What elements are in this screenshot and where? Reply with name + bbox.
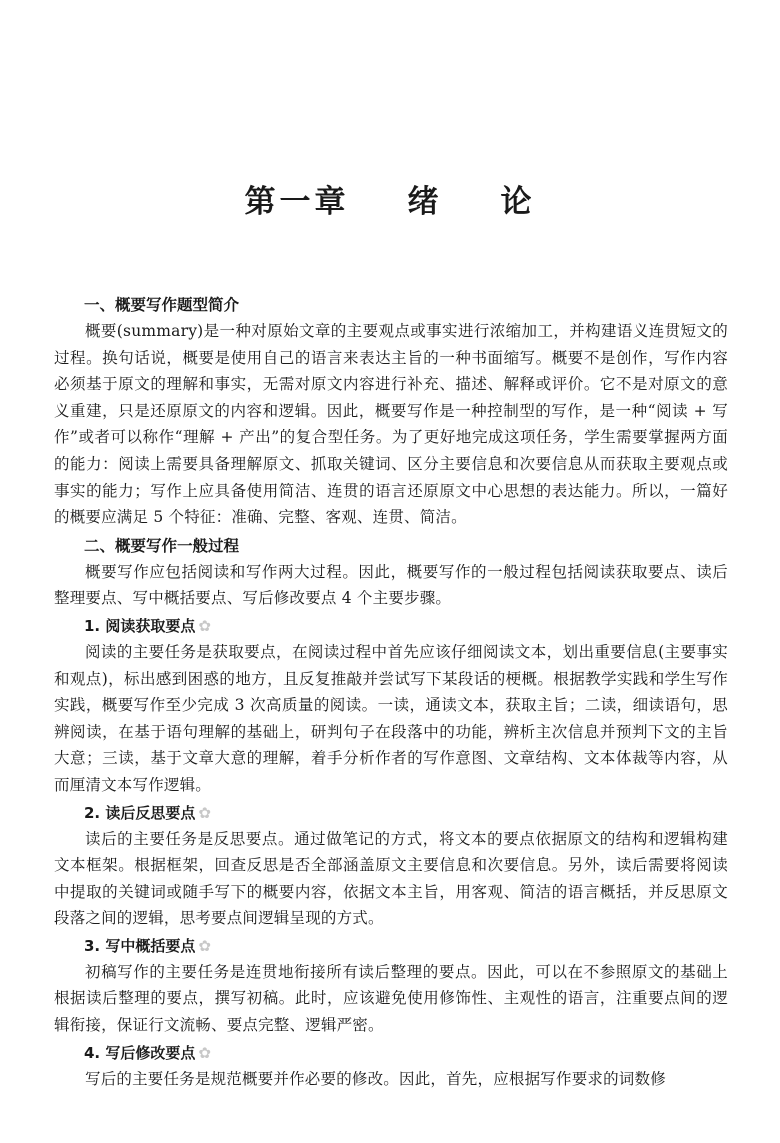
subsection-2-paragraph: 读后的主要任务是反思要点。通过做笔记的方式，将文本的要点依据原文的结构和逻辑构建文本框架。根据框架，回查反思是否全部涵盖原文主要信息和次要信息。另外，读后需要将阅读中提取的关键词或随手写下的概要内容，依据文本主旨，用客观、简洁的语言概括，并反思原文段落之间的逻辑，思考要点间逻辑呈现的方式。 [54, 829, 728, 928]
subsection-heading-4-text: 4. 写后修改要点 [84, 1043, 196, 1062]
subsection-heading-1-text: 1. 阅读获取要点 [84, 616, 196, 635]
flower-ornament-icon: ✿ [198, 936, 211, 955]
section-1-paragraph: 概要(summary)是一种对原始文章的主要观点或事实进行浓缩加工，并构建语义连贯短文的过程。换句话说，概要是使用自己的语言来表达主旨的一种书面缩写。概要不是创作，写作内容必须基于原文的理解和事实，无需对原文内容进行补充、描述、解释或评价。它不是对原文的意义重建，只是还原原文的内容和逻辑。因此，概要写作是一种控制型的写作，是一种“阅读 + 写作”或者可以称作“理解 + 产出”的复合型任务。为了更好地完成这项任务，学生需要掌握两方面的能力：阅读上需要具备理解原文、抓取关键词、区分主要信息和次要信息从而获取主要观点或事实的能力；写作上应具备使用简洁、连贯的语言还原原文中心思想的表达能力。所以，一篇好的概要应满足 5 个特征：准确、完整、客观、连贯、简洁。 [54, 322, 728, 527]
section-heading-1: 一、概要写作题型简介 [84, 296, 240, 314]
subsection-heading-3-text: 3. 写中概括要点 [84, 936, 196, 955]
subsection-3-paragraph: 初稿写作的主要任务是连贯地衔接所有读后整理的要点。因此，可以在不参照原文的基础上根据读后整理的要点，撰写初稿。此时，应该避免使用修饰性、主观性的语言，注重要点间的逻辑衔接，保证行文流畅、要点完整、逻辑严密。 [54, 962, 728, 1035]
chapter-title-word1: 绪 [407, 184, 443, 220]
subsection-heading-2-text: 2. 读后反思要点 [84, 803, 196, 822]
subsection-heading-2 [54, 800, 728, 826]
section-2-paragraph: 概要写作应包括阅读和写作两大过程。因此，概要写作的一般过程包括阅读获取要点、读后整理要点、写中概括要点、写后修改要点 4 个主要步骤。 [54, 562, 728, 608]
body-content [54, 290, 728, 1092]
chapter-title [0, 176, 780, 221]
subsection-heading-3 [54, 933, 728, 959]
subsection-heading-1 [54, 613, 728, 639]
subsection-1-paragraph: 阅读的主要任务是获取要点，在阅读过程中首先应该仔细阅读文本，划出重要信息(主要事实和观点)，标出感到困惑的地方，且反复推敲并尝试写下某段话的梗概。根据教学实践和学生写作实践，概要写作至少完成 3 次高质量的阅读。一读，通读文本，获取主旨；二读，细读语句，思辨阅读，在基于语句理解的基础上，研判句子在段落中的功能，辨析主次信息并预判下文的主旨大意；三读，基于文章大意的理解，着手分析作者的写作意图、文章结构、文本体裁等内容，从而厘清文本写作逻辑。 [54, 642, 728, 794]
subsection-heading-4 [54, 1040, 728, 1066]
subsection-4-paragraph: 写后的主要任务是规范概要并作必要的修改。因此，首先，应根据写作要求的词数修 [85, 1069, 666, 1088]
flower-ornament-icon: ✿ [198, 803, 211, 822]
flower-ornament-icon: ✿ [198, 1043, 211, 1062]
section-heading-2: 二、概要写作一般过程 [84, 536, 240, 555]
chapter-title-number: 第一章 [244, 184, 350, 220]
chapter-title-word2: 论 [500, 184, 536, 220]
flower-ornament-icon: ✿ [198, 616, 211, 635]
